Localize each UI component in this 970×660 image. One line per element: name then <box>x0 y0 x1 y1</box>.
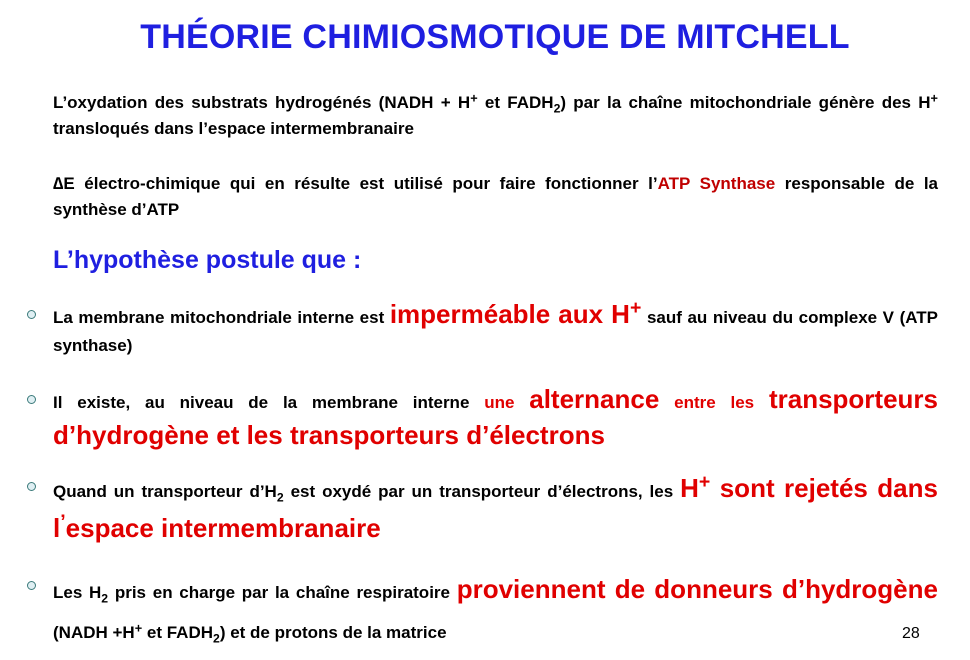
page-number: 28 <box>902 625 920 642</box>
bullet-circle-icon <box>27 581 36 590</box>
b3-em-sup: + <box>698 471 711 494</box>
b1-em-sup: + <box>629 297 642 320</box>
b1-em-text: imperméable aux H <box>389 299 630 329</box>
p2-text-b: responsable de la synthèse d’ATP <box>53 174 939 219</box>
b4-text-a: Les H <box>53 583 102 602</box>
delta-symbol: ∆ <box>53 174 64 193</box>
b3-sub-2: 2 <box>276 490 284 505</box>
b4-text-d: et FADH <box>142 623 213 642</box>
slide-title: THÉORIE CHIMIOSMOTIQUE DE MITCHELL <box>140 18 850 56</box>
atp-synthase-highlight: ATP Synthase <box>657 174 776 193</box>
paragraph-oxidation <box>53 90 938 142</box>
p1-text-c: ) par la chaîne mitochondriale génère des H <box>560 93 931 112</box>
p1-sub-2: 2 <box>553 101 561 116</box>
b1-text-a: La membrane mitochondriale interne est <box>53 308 390 327</box>
b4-sub-2: 2 <box>101 591 109 606</box>
bullet-h2-origin <box>53 569 938 653</box>
b3-em-apostrophe: ’ <box>60 511 66 534</box>
bullet-impermeable <box>53 297 938 360</box>
b4-text-e: ) et de protons de la matrice <box>219 623 447 642</box>
p1-text-d: transloqués dans l’espace intermembranaire <box>53 119 414 138</box>
b2-text-a: Il existe, au niveau de la membrane interne <box>53 393 485 412</box>
bullet-circle-icon <box>27 310 36 319</box>
b2-em-transporteurs: transporteurs d’hydrogène et les transporteurs d’électrons <box>53 384 938 450</box>
b4-sup-plus: + <box>134 620 143 636</box>
b1-text-b: sauf au niveau du complexe V (ATP synthase) <box>53 308 938 355</box>
b4-em-proviennent: proviennent de donneurs d’hydrogène <box>456 574 938 604</box>
b2-red-entre-les: entre les <box>659 393 769 412</box>
b3-text-a: Quand un transporteur d’H <box>53 482 277 501</box>
b3-em-text-a: sont rejetés dans l <box>53 473 938 543</box>
p1-text-a: L’oxydation des substrats hydrogénés (NADH + H <box>53 93 471 112</box>
b4-sub-2b: 2 <box>213 631 220 646</box>
b2-em-alternance: alternance <box>529 384 660 414</box>
hypothesis-heading: L’hypothèse postule que : <box>53 246 362 274</box>
p1-text-b: et FADH <box>477 93 554 112</box>
bullet-alternance <box>53 383 938 455</box>
bullet-circle-icon <box>27 395 36 404</box>
b3-em-text-b: espace intermembranaire <box>65 513 381 543</box>
bullet-circle-icon <box>27 482 36 491</box>
b3-text-b: est oxydé par un transporteur d’électrons, les <box>283 482 681 501</box>
b4-text-b: pris en charge par la chaîne respiratoire <box>108 583 457 602</box>
p1-sup-plus: + <box>470 90 478 106</box>
p1-sup-plus-2: + <box>930 90 938 106</box>
b1-emphasis <box>390 299 642 329</box>
b2-red-une: une <box>484 393 530 412</box>
bullet-transporter-oxidized <box>53 470 938 550</box>
b3-em-h: H <box>680 473 699 503</box>
p2-text-a: E électro-chimique qui en résulte est utilisé pour faire fonctionner l’ <box>63 174 658 193</box>
b4-text-c: (NADH +H <box>53 623 135 642</box>
paragraph-delta-e <box>53 171 938 223</box>
